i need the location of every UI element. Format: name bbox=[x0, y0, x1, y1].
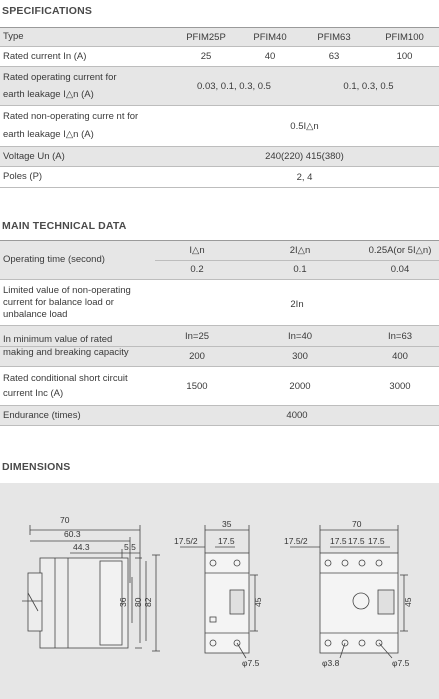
voltage-value: 240(220) 415(380) bbox=[265, 151, 344, 162]
breaking-capacity-header: In=25 bbox=[184, 330, 210, 342]
rated-current-value: 25 bbox=[200, 51, 212, 62]
short-circuit-value: 3000 bbox=[389, 380, 411, 392]
endurance-row bbox=[0, 406, 439, 425]
operating-time-value: 0.1 bbox=[293, 264, 307, 275]
non-operating-value: 0.5I△n bbox=[290, 120, 319, 132]
dim-4p-175c: 17.5 bbox=[368, 536, 385, 546]
operating-current-value-right: 0.1, 0.3, 0.5 bbox=[343, 80, 394, 92]
specifications-title: SPECIFICATIONS bbox=[2, 5, 93, 17]
breaking-capacity-value: 300 bbox=[292, 350, 308, 362]
breaking-capacity-header: In=63 bbox=[387, 330, 413, 342]
operating-current-value-left: 0.03, 0.1, 0.3, 0.5 bbox=[197, 80, 271, 92]
dim-4p-70: 70 bbox=[352, 519, 362, 529]
dim-2p-35: 35 bbox=[222, 519, 232, 529]
technical-title: MAIN TECHNICAL DATA bbox=[2, 220, 127, 232]
spec-header-row bbox=[0, 28, 439, 46]
non-operating-label: Rated non-operating curre nt for bbox=[3, 111, 139, 122]
voltage-label: Voltage Un (A) bbox=[3, 150, 65, 162]
limited-value-label: Limited value of non-operating bbox=[3, 284, 131, 296]
poles-label: Poles (P) bbox=[3, 171, 43, 182]
operating-time-value: 0.2 bbox=[190, 264, 204, 275]
dim-side-80: 80 bbox=[133, 597, 143, 607]
dim-side-55: 5.5 bbox=[124, 542, 136, 552]
dim-4p-75: φ7.5 bbox=[392, 658, 410, 668]
limited-value-value: 2In bbox=[290, 299, 304, 310]
breaking-capacity-label: making and breaking capacity bbox=[3, 347, 129, 358]
rated-current-value: 63 bbox=[328, 51, 340, 62]
endurance-label: Endurance (times) bbox=[3, 409, 81, 421]
poles-value: 2, 4 bbox=[296, 171, 313, 183]
limited-value-label: current for balance load or bbox=[3, 296, 114, 308]
dim-4p-45: 45 bbox=[403, 597, 413, 607]
operating-time-label: Operating time (second) bbox=[3, 254, 105, 265]
operating-time-value: 0.04 bbox=[390, 264, 410, 275]
type-pfim63: PFIM63 bbox=[317, 31, 351, 43]
breaking-capacity-value: 400 bbox=[392, 350, 408, 362]
type-label: Type bbox=[3, 31, 24, 42]
non-operating-label: earth leakage I△n (A) bbox=[3, 129, 94, 140]
dim-4p-175a: 17.5 bbox=[330, 536, 347, 546]
rated-current-row bbox=[0, 47, 439, 66]
breaking-capacity-header: In=40 bbox=[287, 330, 313, 342]
operating-current-label: earth leakage I△n (A) bbox=[3, 89, 94, 100]
dim-2p-1752: 17.5/2 bbox=[174, 536, 198, 546]
operating-current-row bbox=[0, 67, 439, 105]
limited-value-row bbox=[0, 280, 439, 325]
operating-time-header: 0.25A(or 5I△n) bbox=[368, 245, 432, 256]
rated-current-value: 40 bbox=[264, 51, 276, 62]
breaking-capacity-label: In minimum value of rated bbox=[3, 334, 113, 345]
poles-row bbox=[0, 167, 439, 187]
type-pfim40: PFIM40 bbox=[253, 31, 287, 43]
dim-2p-175: 17.5 bbox=[218, 536, 235, 546]
short-circuit-value: 2000 bbox=[289, 380, 311, 392]
dim-side-603: 60.3 bbox=[64, 529, 81, 539]
dim-4p-38: φ3.8 bbox=[322, 658, 340, 668]
limited-value-label: unbalance load bbox=[3, 308, 68, 320]
short-circuit-value: 1500 bbox=[186, 380, 208, 392]
voltage-row bbox=[0, 147, 439, 166]
dim-side-36: 36 bbox=[118, 597, 128, 607]
short-circuit-label: Rated conditional short circuit bbox=[3, 373, 128, 384]
operating-time-header: I△n bbox=[189, 245, 205, 256]
operating-current-label: Rated operating current for bbox=[3, 72, 117, 83]
rated-current-value: 100 bbox=[396, 51, 413, 62]
short-circuit-label: current Inc (A) bbox=[3, 388, 64, 399]
breaking-capacity-value: 200 bbox=[189, 350, 205, 362]
non-operating-current-row bbox=[0, 106, 439, 146]
dim-4p-1752: 17.5/2 bbox=[284, 536, 308, 546]
dim-2p-75: φ7.5 bbox=[242, 658, 260, 668]
dimension-drawings bbox=[0, 483, 439, 699]
operating-time-header: 2I△n bbox=[289, 245, 311, 256]
dim-4p-175b: 17.5 bbox=[348, 536, 365, 546]
dim-side-443: 44.3 bbox=[73, 542, 90, 552]
dimensions-title: DIMENSIONS bbox=[2, 461, 71, 473]
endurance-value: 4000 bbox=[286, 410, 308, 421]
dim-2p-45: 45 bbox=[253, 597, 263, 607]
short-circuit-row bbox=[0, 367, 439, 405]
type-pfim100: PFIM100 bbox=[385, 31, 424, 43]
type-pfim25p: PFIM25P bbox=[186, 31, 226, 43]
dim-side-70: 70 bbox=[60, 515, 70, 525]
side-view-drawing bbox=[22, 525, 160, 651]
dim-side-82: 82 bbox=[143, 597, 153, 607]
rated-current-label: Rated current In (A) bbox=[3, 50, 87, 62]
